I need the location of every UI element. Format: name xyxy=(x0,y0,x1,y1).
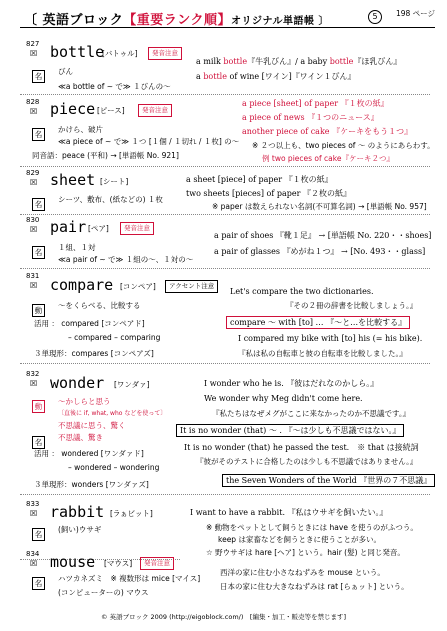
example-note: ※ 動物をペットとして飼うときには have を使うのがふつう。 xyxy=(206,523,418,532)
conjugation: 活用 ： wondered [ワンダァド] xyxy=(34,449,144,458)
entry-number: 833 xyxy=(26,500,40,508)
part-of-speech-badge: 名 xyxy=(32,240,45,259)
usage-note: ≪a piece of ~ で≫ １つ [１個 / １切れ / １枚] の～ xyxy=(58,137,240,146)
section-number-badge: 5 xyxy=(368,10,382,24)
page-title: 〔 英語ブロック【重要ランク順】オリジナル単語帳 〕 xyxy=(24,13,330,28)
entry-number: 831 xyxy=(26,272,40,280)
part-of-speech-badge: 動 xyxy=(32,394,45,413)
checkbox-icon[interactable]: ☒ xyxy=(30,509,38,518)
checkbox-icon[interactable]: ☒ xyxy=(30,49,38,58)
meaning: シーツ、敷布、(紙などの) １枚 xyxy=(58,195,163,204)
meaning: ～かしらと思う xyxy=(58,397,111,406)
example-sentence: a pair of shoes 『靴１足』 → [単語帳 No. 220・・shoes] xyxy=(214,231,432,240)
meaning: かけら、破片 xyxy=(58,125,103,134)
example-note: ※ ２つ以上も、two pieces of ～ のようにあらわす。 xyxy=(252,141,435,150)
example-note: ※ paper は数えられない名詞(不可算名詞) → [単語帳 No. 957] xyxy=(212,202,427,211)
header-divider xyxy=(20,27,435,28)
example-translation: 『私は私の自転車と彼の自転車を比較しました。』 xyxy=(238,349,407,358)
headword: rabbit xyxy=(50,503,105,521)
entry-divider xyxy=(20,494,430,495)
example-sentence: a milk bottle『牛乳びん』/ a baby bottle『ほ乳びん』 xyxy=(196,57,402,66)
conjugation: – wondered – wondering xyxy=(68,463,160,472)
pronunciation: [ペア] xyxy=(88,224,109,233)
headword: mouse xyxy=(50,553,96,571)
example-note: ☆ 野ウサギは hare [ヘア] という。hair (髪) と同じ発音。 xyxy=(206,548,405,557)
meaning: ～をくらべる、比較する xyxy=(58,301,141,310)
example-sentence: Let's compare the two dictionaries. xyxy=(230,287,374,296)
meaning: (コンピューターの) マウス xyxy=(58,588,149,597)
example-sentence: a bottle of wine [ワイン]『ワイン１びん』 xyxy=(196,72,356,81)
meaning: １組、１対 xyxy=(58,243,96,252)
pronunciation-warning-badge: 発音注意 xyxy=(138,104,172,117)
checkbox-icon[interactable]: ☒ xyxy=(30,559,38,568)
entry-number: 832 xyxy=(26,370,40,378)
headword: pair xyxy=(50,218,87,236)
phrase-box: compare ～ with [to] … 『～と…を比較する』 xyxy=(226,316,410,329)
example-sentence: It is no wonder (that) he passed the test. ※ that は接続詞 xyxy=(184,443,419,452)
example-sentence: a pair of glasses 『めがね１つ』 → [No. 493・・glass] xyxy=(214,247,426,256)
phrase-box: It is no wonder (that) ～ . 『～は少しも不思議ではない。』 xyxy=(176,424,404,437)
headword: sheet xyxy=(50,171,96,189)
example-translation: 『彼がそのテストに合格したのは少しも不思議ではありません。』 xyxy=(196,457,418,466)
usage-note: ≪a bottle of ~ で≫ １びんの～ xyxy=(58,82,171,91)
entry-number: 834 xyxy=(26,550,40,558)
part-of-speech-badge: 動 xyxy=(32,298,45,317)
example-sentence: I wonder who he is. 『彼はだれなのかしら。』 xyxy=(204,379,379,388)
example-sentence: a piece [sheet] of paper 『１枚の紙』 xyxy=(242,99,389,108)
copyright-footer: © 英語ブロック 2009 (http://eigoblock.com/) [編集・加工・販売等を禁じます] xyxy=(101,613,346,621)
part-of-speech-badge: 名 xyxy=(32,192,45,211)
example-sentence: a piece of news 『１つのニュース』 xyxy=(242,113,379,122)
example-sentence: We wonder why Meg didn't come here. xyxy=(204,394,363,403)
checkbox-icon[interactable]: ☒ xyxy=(30,178,38,187)
part-of-speech-badge: 名 xyxy=(32,430,45,449)
meaning: びん xyxy=(58,67,73,76)
conjugation: – compared – comparing xyxy=(68,333,161,342)
entry-divider xyxy=(20,268,430,269)
part-of-speech-badge: 名 xyxy=(32,64,45,83)
example-note: keep は家畜などを飼うときに使うことが多い。 xyxy=(218,535,381,544)
headword: compare xyxy=(50,276,114,294)
checkbox-icon[interactable]: ☒ xyxy=(30,281,38,290)
headword: piece xyxy=(50,100,96,118)
meaning: 不思議、驚き xyxy=(58,433,103,442)
pronunciation: [ワンダァ] xyxy=(114,380,150,389)
entry-divider xyxy=(20,363,430,364)
example-note: 日本の家に住む大きなねずみは rat [らぁット] という。 xyxy=(220,582,409,591)
entry-divider xyxy=(20,214,430,215)
homophone-note: 同音語：peace (平和) → [単語帳 No. 921] xyxy=(32,151,179,160)
example-note: 例 two pieces of cake『ケーキ２つ』 xyxy=(262,154,394,163)
conjugation: 活用 ： compared [コンペアド] xyxy=(34,319,145,328)
example-note: 西洋の家に住む小さなねずみを mouse という。 xyxy=(220,568,385,577)
checkbox-icon[interactable]: ☒ xyxy=(30,379,38,388)
entry-divider xyxy=(20,166,430,167)
entry-number: 827 xyxy=(26,40,40,48)
entry-number: 829 xyxy=(26,169,40,177)
example-translation: 『その２冊の辞書を比較しましょう。』 xyxy=(286,301,418,310)
example-sentence: I want to have a rabbit. 『私はウサギを飼いたい。』 xyxy=(190,508,388,517)
pronunciation: [ピース] xyxy=(97,106,125,115)
page-number: 198 ページ xyxy=(395,9,435,18)
part-of-speech-badge: 名 xyxy=(32,522,45,541)
example-sentence: a sheet [piece] of paper 『１枚の紙』 xyxy=(186,175,333,184)
entry-number: 828 xyxy=(26,98,40,106)
phrase-box: the Seven Wonders of the World 『世界の７不思議』 xyxy=(222,474,435,487)
headword: bottle xyxy=(50,43,105,61)
usage-note: ≪a pair of ~ で≫ １組の～、１対の～ xyxy=(58,255,194,264)
pronunciation-warning-badge: 発音注意 xyxy=(140,557,174,570)
pronunciation: [ラぁビット] xyxy=(110,509,153,518)
checkbox-icon[interactable]: ☒ xyxy=(30,225,38,234)
part-of-speech-badge: 名 xyxy=(32,571,45,590)
meaning: 不思議に思う、驚く xyxy=(58,421,126,430)
example-translation: 『私たちはなぜメグがここに来なかったのか不思議です。』 xyxy=(212,409,411,418)
pronunciation: [バトゥル] xyxy=(102,49,138,58)
pronunciation: [シート] xyxy=(100,177,129,186)
example-sentence: another piece of cake 『ケーキをもう１つ』 xyxy=(242,127,413,136)
pronunciation: [マウス] xyxy=(104,559,133,568)
meaning: ハツカネズミ ※ 複数形は mice [マイス] xyxy=(58,574,201,583)
third-person-form: ３単現形：wonders [ワンダァズ] xyxy=(34,480,149,489)
usage-note: 〔直後に if, what, who などを使って〕 xyxy=(58,410,167,417)
part-of-speech-badge: 名 xyxy=(32,122,45,141)
accent-warning-badge: アクセント注意 xyxy=(165,280,218,293)
example-sentence: I compared my bike with [to] his (= his bike). xyxy=(238,334,423,343)
pronunciation: [コンペア] xyxy=(120,282,156,291)
meaning: (飼い)ウサギ xyxy=(58,525,102,534)
headword: wonder xyxy=(50,374,105,392)
checkbox-icon[interactable]: ☒ xyxy=(30,107,38,116)
pronunciation-warning-badge: 発音注意 xyxy=(148,47,182,60)
example-sentence: two sheets [pieces] of paper 『２枚の紙』 xyxy=(186,189,351,198)
pronunciation-warning-badge: 発音注意 xyxy=(120,222,154,235)
entry-divider xyxy=(20,94,430,95)
entry-number: 830 xyxy=(26,216,40,224)
third-person-form: ３単現形：compares [コンペアズ] xyxy=(34,349,154,358)
